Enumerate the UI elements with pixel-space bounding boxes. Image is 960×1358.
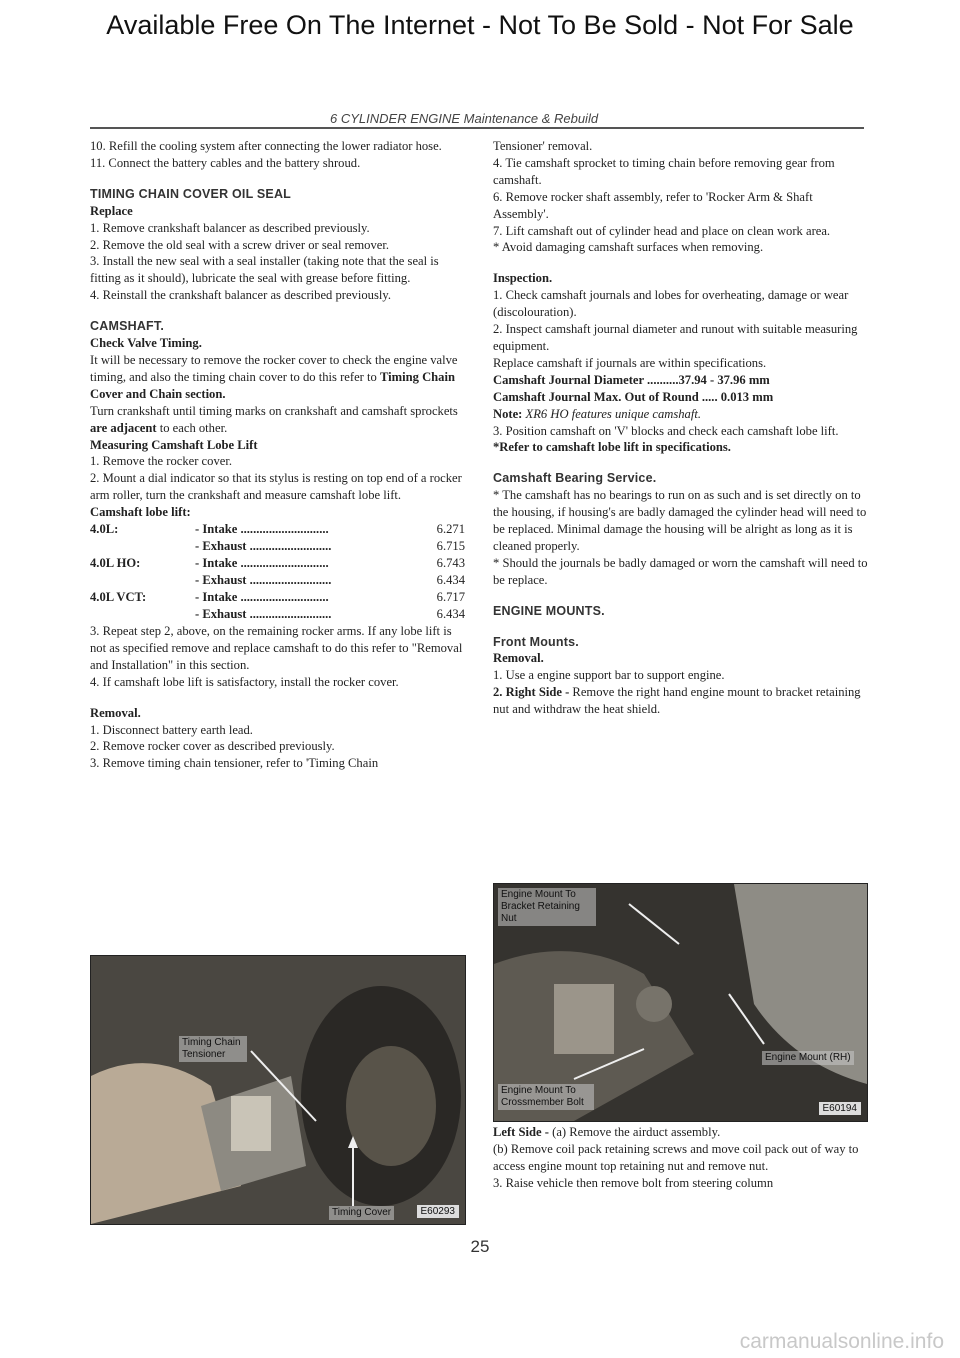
bearing-text: * The camshaft has no bearings to run on as such and is set directly on to the housing, if housing's are badly damaged the cylinder head will need to be replaced. Minimal damage the housing will be alright as long as it is cleaned properly.	[493, 488, 867, 553]
replace-step-1: 1. Remove crankshaft balancer as described previously.	[90, 220, 370, 235]
spec-item: - Exhaust ..........................	[195, 607, 332, 622]
mount-step-1: 1. Use a engine support bar to support engine.	[493, 668, 725, 683]
measure-step-4: 4. If camshaft lobe lift is satisfactory, install the rocker cover.	[90, 674, 399, 689]
running-head: 6 CYLINDER ENGINE Maintenance & Rebuild	[330, 111, 599, 126]
footer-watermark: carmanualsonline.info	[739, 1330, 944, 1353]
spec-item: - Intake ............................	[195, 590, 329, 605]
spec-item: - Intake ............................	[195, 522, 329, 537]
spec-item: - Exhaust ..........................	[195, 539, 332, 554]
inspection-step-2: 2. Inspect camshaft journal diameter and runout with suitable measuring equipment.	[493, 322, 858, 353]
subheading-lobe-lift: Camshaft lobe lift:	[90, 505, 191, 520]
right-side-label: 2. Right Side -	[493, 685, 573, 700]
step-11: 11. Connect the battery cables and the battery shroud.	[90, 155, 361, 170]
turn-crankshaft-text	[90, 403, 465, 437]
right-column	[493, 138, 868, 718]
measure-step-3: 3. Repeat step 2, above, on the remaining rocker arms. If any lobe lift is not as specified remove and replace camshaft to do this refer to "Removal and Installation" in this section.	[90, 624, 463, 672]
spec-engine	[90, 572, 195, 589]
left-column	[90, 138, 465, 772]
spec-value: 6.434	[436, 573, 465, 588]
photo-code: E60293	[417, 1205, 459, 1218]
cam-step-6: 6. Remove rocker shaft assembly, refer to 'Rocker Arm & Shaft Assembly'.	[493, 189, 813, 221]
banner-notice: Available Free On The Internet - Not To Be Sold - Not For Sale	[106, 10, 854, 40]
inspection-refer: *Refer to camshaft lobe lift in specifications.	[493, 440, 731, 455]
subheading-measuring-lobe-lift: Measuring Camshaft Lobe Lift	[90, 437, 258, 452]
spec-engine: 4.0L:	[90, 522, 119, 537]
subheading-removal: Removal.	[90, 705, 141, 720]
section-timing-chain-cover-oil-seal: TIMING CHAIN COVER OIL SEAL	[90, 186, 292, 201]
right-side-text: Remove the right hand engine mount to bracket retaining nut and withdraw the heat shield.	[493, 685, 861, 717]
turn-text-bold: are adjacent	[90, 420, 157, 435]
photo-label-engine-mount: Engine Mount (RH)	[762, 1051, 854, 1065]
spec-row	[90, 572, 465, 589]
spec-engine	[90, 538, 195, 555]
cam-note: * Avoid damaging camshaft surfaces when removing.	[493, 240, 764, 255]
step-10: 10. Refill the cooling system after connecting the lower radiator hose.	[90, 139, 442, 153]
subheading-replace: Replace	[90, 203, 133, 218]
subheading-check-valve-timing: Check Valve Timing.	[90, 336, 202, 351]
measure-step-1: 1. Remove the rocker cover.	[90, 454, 232, 469]
inspection-step-3: 3. Position camshaft on 'V' blocks and check each camshaft lobe lift.	[493, 423, 839, 438]
spec-engine: 4.0L HO:	[90, 556, 141, 571]
tensioner-removal: Tensioner' removal.	[493, 139, 593, 153]
section-camshaft: CAMSHAFT.	[90, 319, 165, 334]
subheading-inspection: Inspection.	[493, 271, 553, 286]
spec-value: 6.743	[436, 556, 465, 571]
check-text-part: It will be necessary to remove the rocker cover to check the engine valve timing, and also the timing chain cover to do this refer to	[90, 352, 458, 384]
check-text-reference: Timing Chain Cover and Chain section.	[90, 369, 455, 401]
turn-text-part: Turn crankshaft until timing marks on crankshaft and camshaft sprockets	[90, 403, 458, 418]
cam-step-7: 7. Lift camshaft out of cylinder head and place on clean work area.	[493, 223, 831, 238]
right-column-lower	[493, 1124, 868, 1192]
spec-journal-out-of-round: Camshaft Journal Max. Out of Round ..... 0.013 mm	[493, 389, 774, 404]
subheading-removal-mounts: Removal.	[493, 651, 544, 666]
spec-row	[90, 589, 465, 606]
measure-step-2: 2. Mount a dial indicator so that its stylus is resting on top end of a rocker arm roller, turn the crankshaft and measure camshaft lobe lift.	[90, 471, 462, 503]
replace-step-2: 2. Remove the old seal with a screw driver or seal remover.	[90, 237, 390, 252]
page-number: 25	[470, 1237, 490, 1256]
photo-label-tensioner: Timing Chain Tensioner	[179, 1036, 247, 1062]
spec-value: 6.434	[436, 607, 465, 622]
replace-step-3: 3. Install the new seal with a seal installer (taking note that the seal is fitting as it should), lubricate the seal with grease before fitting.	[90, 254, 439, 286]
spec-row	[90, 555, 465, 572]
note-label: Note:	[493, 406, 526, 421]
photo-label-crossmember-bolt: Engine Mount To Crossmember Bolt	[498, 1084, 594, 1110]
replace-step-4: 4. Reinstall the crankshaft balancer as described previously.	[90, 288, 391, 303]
removal-step-1: 1. Disconnect battery earth lead.	[90, 722, 253, 737]
turn-text-end: to each other.	[156, 420, 228, 435]
engine-mount-photo	[493, 883, 868, 1122]
mount-step-2	[493, 684, 868, 718]
spec-value: 6.717	[436, 590, 465, 605]
section-camshaft-bearing-service: Camshaft Bearing Service.	[493, 471, 657, 486]
spec-item: - Exhaust ..........................	[195, 573, 332, 588]
inspection-step-1: 1. Check camshaft journals and lobes for overheating, damage or wear (discolouration).	[493, 288, 849, 320]
subheading-front-mounts: Front Mounts.	[493, 634, 579, 649]
note-line	[493, 406, 868, 423]
left-side-step	[493, 1124, 868, 1141]
photo-label-bracket-nut: Engine Mount To Bracket Retaining Nut	[498, 888, 596, 926]
spec-row	[90, 606, 465, 623]
removal-step-3: 3. Remove timing chain tensioner, refer to 'Timing Chain	[90, 756, 379, 771]
photo-label-timing-cover: Timing Cover	[329, 1206, 394, 1220]
photo-code: E60194	[819, 1102, 861, 1115]
timing-cover-photo	[90, 955, 466, 1225]
spec-engine	[90, 606, 195, 623]
spec-value: 6.271	[436, 522, 465, 537]
spec-item: - Intake ............................	[195, 556, 329, 571]
spec-row	[90, 538, 465, 555]
left-side-label: Left Side -	[493, 1125, 553, 1139]
bearing-note: * Should the journals be badly damaged or worn the camshaft will need to be replace.	[493, 555, 868, 587]
check-valve-timing-text	[90, 352, 465, 403]
header-rule	[90, 127, 864, 129]
note-text: XR6 HO features unique camshaft.	[525, 406, 702, 421]
section-engine-mounts: ENGINE MOUNTS.	[493, 603, 605, 618]
left-side-text-b: (b) Remove coil pack retaining screws and move coil pack out of way to access engine mount top retaining nut and remove nut.	[493, 1141, 859, 1173]
inspection-replace: Replace camshaft if journals are within specifications.	[493, 355, 767, 370]
timing-cover-photo-graphic	[91, 956, 465, 1224]
spec-row	[90, 521, 465, 538]
left-side-text-a: (a) Remove the airduct assembly.	[552, 1125, 721, 1139]
mount-step-3: 3. Raise vehicle then remove bolt from steering column	[493, 1175, 774, 1190]
spec-engine: 4.0L VCT:	[90, 590, 147, 605]
spec-journal-diameter: Camshaft Journal Diameter ..........37.94 - 37.96 mm	[493, 372, 770, 387]
cam-step-4: 4. Tie camshaft sprocket to timing chain before removing gear from camshaft.	[493, 155, 835, 187]
removal-step-2: 2. Remove rocker cover as described previously.	[90, 739, 335, 754]
spec-value: 6.715	[436, 539, 465, 554]
lobe-lift-spec-table	[90, 521, 465, 623]
